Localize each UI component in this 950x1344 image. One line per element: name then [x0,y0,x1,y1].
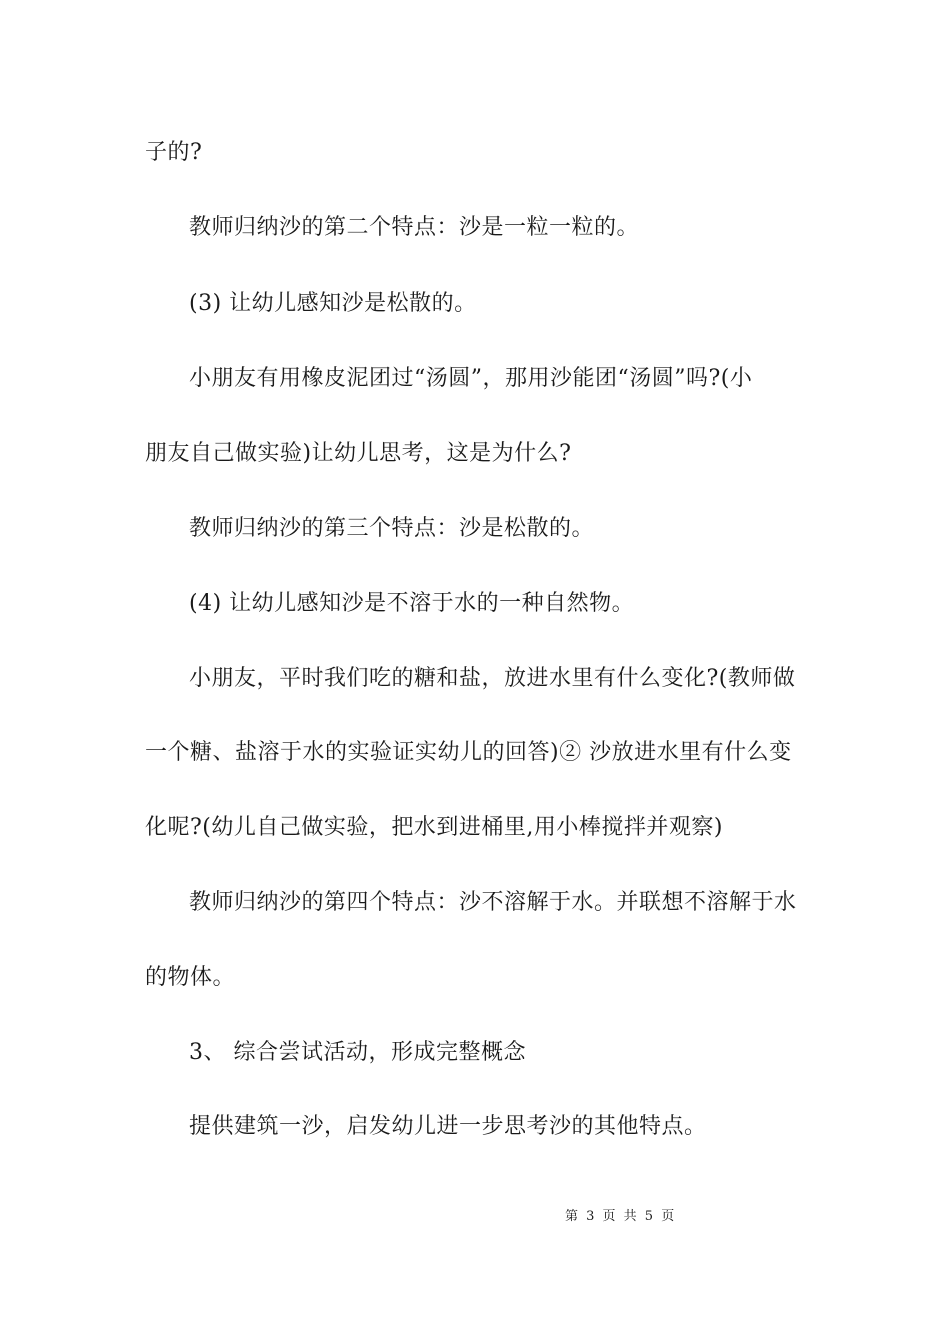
text-line-4: 小朋友有用橡皮泥团过“汤圆”，那用沙能团“汤圆”吗?(小 [189,366,753,391]
text-line-2: 教师归纳沙的第二个特点：沙是一粒一粒的。 [189,215,640,240]
text-line-7: (4) 让幼儿感知沙是不溶于水的一种自然物。 [189,591,635,616]
text-line-10: 化呢?(幼儿自己做实验，把水到进桶里,用小棒搅拌并观察) [145,815,723,840]
text-line-1: 子的? [145,140,203,165]
text-line-8: 小朋友，平时我们吃的糖和盐，放进水里有什么变化?(教师做 [189,666,796,691]
text-line-13: 3、 综合尝试活动，形成完整概念 [189,1040,526,1065]
text-line-3: (3) 让幼儿感知沙是松散的。 [189,291,477,316]
text-line-5: 朋友自己做实验)让幼儿思考，这是为什么? [145,441,572,466]
text-line-9: 一个糖、盐溶于水的实验证实幼儿的回答)② 沙放进水里有什么变 [145,740,792,765]
text-line-6: 教师归纳沙的第三个特点：沙是松散的。 [189,516,595,541]
text-line-11: 教师归纳沙的第四个特点：沙不溶解于水。并联想不溶解于水 [189,890,797,915]
text-line-14: 提供建筑一沙，启发幼儿进一步思考沙的其他特点。 [189,1114,707,1139]
page-number-footer: 第 3 页 共 5 页 [565,1209,675,1224]
text-line-12: 的物体。 [145,965,236,990]
